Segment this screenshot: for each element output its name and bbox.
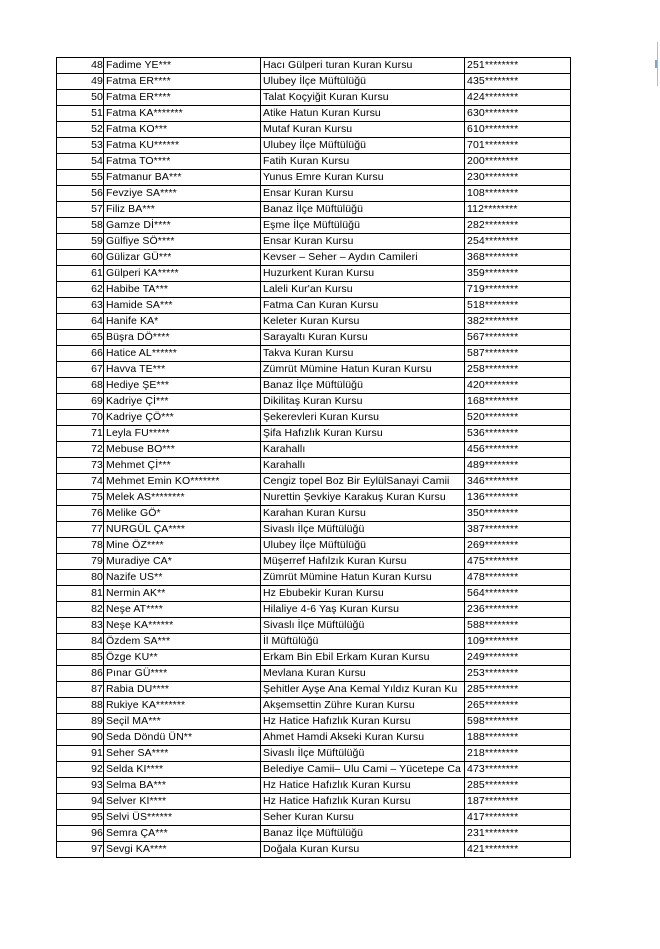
table-row <box>57 538 571 554</box>
person-name: Habibe TA*** <box>104 282 261 298</box>
table-row <box>57 122 571 138</box>
course-name: Müşerref Hafılzık Kuran Kursu <box>261 554 465 570</box>
course-name: Sivaslı İlçe Müftülüğü <box>261 522 465 538</box>
masked-id: 382******** <box>465 314 571 330</box>
person-name: Seda Döndü ÜN** <box>104 730 261 746</box>
table-row <box>57 218 571 234</box>
course-name: Hz Hatice Hafızlık Kuran Kursu <box>261 778 465 794</box>
row-number: 94 <box>57 794 104 810</box>
person-name: Selvi ÜS****** <box>104 810 261 826</box>
table-row <box>57 618 571 634</box>
row-number: 55 <box>57 170 104 186</box>
row-number: 53 <box>57 138 104 154</box>
masked-id: 269******** <box>465 538 571 554</box>
masked-id: 254******** <box>465 234 571 250</box>
course-name: Takva Kuran Kursu <box>261 346 465 362</box>
person-name: Havva TE*** <box>104 362 261 378</box>
masked-id: 265******** <box>465 698 571 714</box>
table-row <box>57 90 571 106</box>
course-name: Atike Hatun Kuran Kursu <box>261 106 465 122</box>
table-row <box>57 170 571 186</box>
course-name: Mevlana Kuran Kursu <box>261 666 465 682</box>
course-name: Cengiz topel Boz Bir EylülSanayi Camii <box>261 474 465 490</box>
row-number: 52 <box>57 122 104 138</box>
masked-id: 417******** <box>465 810 571 826</box>
person-name: Melek AS******** <box>104 490 261 506</box>
table-row <box>57 362 571 378</box>
row-number: 61 <box>57 266 104 282</box>
masked-id: 520******** <box>465 410 571 426</box>
course-name: Kevser – Seher – Aydın Camileri <box>261 250 465 266</box>
row-number: 56 <box>57 186 104 202</box>
row-number: 81 <box>57 586 104 602</box>
row-number: 69 <box>57 394 104 410</box>
person-name: Mehmet Emin KO******* <box>104 474 261 490</box>
table-row <box>57 794 571 810</box>
row-number: 96 <box>57 826 104 842</box>
row-number: 90 <box>57 730 104 746</box>
table-row <box>57 666 571 682</box>
person-name: Rabia DU**** <box>104 682 261 698</box>
masked-id: 112******** <box>465 202 571 218</box>
masked-id: 258******** <box>465 362 571 378</box>
masked-id: 359******** <box>465 266 571 282</box>
person-name: Mehmet Çİ*** <box>104 458 261 474</box>
person-name: Hanife KA* <box>104 314 261 330</box>
course-name: Hz Hatice Hafızlık Kuran Kursu <box>261 794 465 810</box>
table-row <box>57 282 571 298</box>
masked-id: 109******** <box>465 634 571 650</box>
table-row <box>57 410 571 426</box>
masked-id: 236******** <box>465 602 571 618</box>
table-row <box>57 778 571 794</box>
table-row <box>57 490 571 506</box>
row-number: 66 <box>57 346 104 362</box>
masked-id: 478******** <box>465 570 571 586</box>
course-name: Karahallı <box>261 458 465 474</box>
row-number: 91 <box>57 746 104 762</box>
masked-id: 630******** <box>465 106 571 122</box>
course-name: Fatih Kuran Kursu <box>261 154 465 170</box>
masked-id: 350******** <box>465 506 571 522</box>
row-number: 84 <box>57 634 104 650</box>
table-row <box>57 298 571 314</box>
table-row <box>57 442 571 458</box>
masked-id: 701******** <box>465 138 571 154</box>
person-name: Rukiye KA******* <box>104 698 261 714</box>
masked-id: 518******** <box>465 298 571 314</box>
table-row <box>57 554 571 570</box>
row-number: 60 <box>57 250 104 266</box>
course-name: Karahan Kuran Kursu <box>261 506 465 522</box>
course-name: Eşme İlçe Müftülüğü <box>261 218 465 234</box>
table-row <box>57 506 571 522</box>
person-name: Büşra DÖ**** <box>104 330 261 346</box>
masked-id: 168******** <box>465 394 571 410</box>
person-name: Fatma TO**** <box>104 154 261 170</box>
row-number: 77 <box>57 522 104 538</box>
table-row <box>57 570 571 586</box>
masked-id: 475******** <box>465 554 571 570</box>
table-row <box>57 154 571 170</box>
person-name: Seher SA**** <box>104 746 261 762</box>
person-name: Neşe AT**** <box>104 602 261 618</box>
course-name: Hz Ebubekir Kuran Kursu <box>261 586 465 602</box>
course-name: Talat Koçyiğit Kuran Kursu <box>261 90 465 106</box>
person-name: Filiz BA*** <box>104 202 261 218</box>
table-row <box>57 138 571 154</box>
masked-id: 610******** <box>465 122 571 138</box>
course-name: Fatma Can Kuran Kursu <box>261 298 465 314</box>
table-row <box>57 186 571 202</box>
row-number: 54 <box>57 154 104 170</box>
masked-id: 251******** <box>465 58 571 74</box>
person-name: Selda KI**** <box>104 762 261 778</box>
course-name: Laleli Kur'an Kursu <box>261 282 465 298</box>
row-number: 88 <box>57 698 104 714</box>
table-row <box>57 266 571 282</box>
row-number: 64 <box>57 314 104 330</box>
course-name: Banaz İlçe Müftülüğü <box>261 378 465 394</box>
table-row <box>57 346 571 362</box>
course-name: Hz Hatice Hafızlık Kuran Kursu <box>261 714 465 730</box>
course-name: Sivaslı İlçe Müftülüğü <box>261 618 465 634</box>
course-name: Ensar Kuran Kursu <box>261 186 465 202</box>
row-number: 49 <box>57 74 104 90</box>
course-name: Banaz İlçe Müftülüğü <box>261 202 465 218</box>
row-number: 86 <box>57 666 104 682</box>
table-row <box>57 314 571 330</box>
masked-id: 435******** <box>465 74 571 90</box>
course-name: Şekerevleri Kuran Kursu <box>261 410 465 426</box>
row-number: 78 <box>57 538 104 554</box>
person-name: Fatma ER**** <box>104 90 261 106</box>
person-name: Fatma KO*** <box>104 122 261 138</box>
course-name: İl Müftülüğü <box>261 634 465 650</box>
person-name: Nazife US** <box>104 570 261 586</box>
table-row <box>57 106 571 122</box>
person-name: Gamze Dİ**** <box>104 218 261 234</box>
row-number: 48 <box>57 58 104 74</box>
row-number: 65 <box>57 330 104 346</box>
table-row <box>57 746 571 762</box>
person-name: Hamide SA*** <box>104 298 261 314</box>
table-row <box>57 714 571 730</box>
course-name: Keleter Kuran Kursu <box>261 314 465 330</box>
course-name: Erkam Bin Ebil Erkam Kuran Kursu <box>261 650 465 666</box>
table-row <box>57 426 571 442</box>
person-name: Sevgi KA**** <box>104 842 261 858</box>
table-row <box>57 762 571 778</box>
course-name: Huzurkent Kuran Kursu <box>261 266 465 282</box>
table-row <box>57 474 571 490</box>
table-row <box>57 58 571 74</box>
table-row <box>57 458 571 474</box>
person-name: Mine ÖZ**** <box>104 538 261 554</box>
row-number: 58 <box>57 218 104 234</box>
masked-id: 536******** <box>465 426 571 442</box>
masked-id: 567******** <box>465 330 571 346</box>
table-row <box>57 730 571 746</box>
masked-id: 587******** <box>465 346 571 362</box>
table-row <box>57 634 571 650</box>
table-row <box>57 202 571 218</box>
masked-id: 218******** <box>465 746 571 762</box>
table-row <box>57 586 571 602</box>
person-name: Pınar GÜ**** <box>104 666 261 682</box>
person-name: Mebuse BO*** <box>104 442 261 458</box>
row-number: 57 <box>57 202 104 218</box>
course-name: Ahmet Hamdi Akseki Kuran Kursu <box>261 730 465 746</box>
table-row <box>57 698 571 714</box>
table-row <box>57 650 571 666</box>
course-name: Şehitler Ayşe Ana Kemal Yıldız Kuran Ku <box>261 682 465 698</box>
row-number: 63 <box>57 298 104 314</box>
row-number: 72 <box>57 442 104 458</box>
course-name: Yunus Emre Kuran Kursu <box>261 170 465 186</box>
table-body <box>57 58 571 858</box>
person-name: Özge KU** <box>104 650 261 666</box>
masked-id: 719******** <box>465 282 571 298</box>
course-name: Nurettin Şevkiye Karakuş Kuran Kursu <box>261 490 465 506</box>
course-name: Hilaliye 4-6 Yaş Kuran Kursu <box>261 602 465 618</box>
course-name: Ensar Kuran Kursu <box>261 234 465 250</box>
masked-id: 253******** <box>465 666 571 682</box>
masked-id: 200******** <box>465 154 571 170</box>
course-name: Ulubey İlçe Müftülüğü <box>261 138 465 154</box>
row-number: 73 <box>57 458 104 474</box>
masked-id: 282******** <box>465 218 571 234</box>
row-number: 85 <box>57 650 104 666</box>
person-name: Gülizar GÜ*** <box>104 250 261 266</box>
person-name: Hediye ŞE*** <box>104 378 261 394</box>
person-name: Seçil MA*** <box>104 714 261 730</box>
masked-id: 136******** <box>465 490 571 506</box>
row-number: 92 <box>57 762 104 778</box>
masked-id: 187******** <box>465 794 571 810</box>
row-number: 87 <box>57 682 104 698</box>
row-number: 51 <box>57 106 104 122</box>
course-name: Sarayaltı Kuran Kursu <box>261 330 465 346</box>
table-row <box>57 394 571 410</box>
masked-id: 420******** <box>465 378 571 394</box>
course-name: Seher Kuran Kursu <box>261 810 465 826</box>
table-row <box>57 682 571 698</box>
masked-id: 231******** <box>465 826 571 842</box>
person-name: Muradiye CA* <box>104 554 261 570</box>
person-name: Kadriye ÇÖ*** <box>104 410 261 426</box>
course-name: Hacı Gülperi turan Kuran Kursu <box>261 58 465 74</box>
person-name: Kadriye Çİ*** <box>104 394 261 410</box>
row-number: 71 <box>57 426 104 442</box>
masked-id: 230******** <box>465 170 571 186</box>
person-name: NURGÜL ÇA**** <box>104 522 261 538</box>
row-number: 67 <box>57 362 104 378</box>
row-number: 75 <box>57 490 104 506</box>
course-name: Zümrüt Mümine Hatun Kuran Kursu <box>261 362 465 378</box>
participant-table <box>56 57 571 858</box>
course-name: Doğala Kuran Kursu <box>261 842 465 858</box>
row-number: 95 <box>57 810 104 826</box>
row-number: 62 <box>57 282 104 298</box>
person-name: Nermin AK** <box>104 586 261 602</box>
row-number: 89 <box>57 714 104 730</box>
person-name: Fadime YE*** <box>104 58 261 74</box>
person-name: Fatmanur BA*** <box>104 170 261 186</box>
masked-id: 564******** <box>465 586 571 602</box>
person-name: Neşe KA****** <box>104 618 261 634</box>
course-name: Belediye Camii– Ulu Cami – Yücetepe Ca <box>261 762 465 778</box>
table-row <box>57 810 571 826</box>
masked-id: 424******** <box>465 90 571 106</box>
person-name: Fevziye SA**** <box>104 186 261 202</box>
row-number: 70 <box>57 410 104 426</box>
course-name: Ulubey İlçe Müftülüğü <box>261 538 465 554</box>
person-name: Gülfiye SÖ**** <box>104 234 261 250</box>
masked-id: 188******** <box>465 730 571 746</box>
table-row <box>57 234 571 250</box>
masked-id: 368******** <box>465 250 571 266</box>
table-row <box>57 250 571 266</box>
table-row <box>57 330 571 346</box>
masked-id: 285******** <box>465 778 571 794</box>
masked-id: 346******** <box>465 474 571 490</box>
masked-id: 108******** <box>465 186 571 202</box>
masked-id: 598******** <box>465 714 571 730</box>
table-row <box>57 74 571 90</box>
person-name: Fatma KA******* <box>104 106 261 122</box>
row-number: 83 <box>57 618 104 634</box>
masked-id: 588******** <box>465 618 571 634</box>
table-row <box>57 602 571 618</box>
masked-id: 285******** <box>465 682 571 698</box>
table-row <box>57 842 571 858</box>
person-name: Leyla FU***** <box>104 426 261 442</box>
course-name: Zümrüt Mümine Hatun Kuran Kursu <box>261 570 465 586</box>
person-name: Semra ÇA*** <box>104 826 261 842</box>
course-name: Sivaslı İlçe Müftülüğü <box>261 746 465 762</box>
masked-id: 456******** <box>465 442 571 458</box>
masked-id: 489******** <box>465 458 571 474</box>
row-number: 93 <box>57 778 104 794</box>
person-name: Selver KI**** <box>104 794 261 810</box>
row-number: 97 <box>57 842 104 858</box>
row-number: 59 <box>57 234 104 250</box>
row-number: 79 <box>57 554 104 570</box>
person-name: Selma BA*** <box>104 778 261 794</box>
masked-id: 421******** <box>465 842 571 858</box>
person-name: Fatma KU****** <box>104 138 261 154</box>
row-number: 74 <box>57 474 104 490</box>
course-name: Dikilitaş Kuran Kursu <box>261 394 465 410</box>
course-name: Şifa Hafızlık Kuran Kursu <box>261 426 465 442</box>
row-number: 82 <box>57 602 104 618</box>
course-name: Akşemsettin Zühre Kuran Kursu <box>261 698 465 714</box>
row-number: 50 <box>57 90 104 106</box>
person-name: Hatice AL****** <box>104 346 261 362</box>
course-name: Ulubey İlçe Müftülüğü <box>261 74 465 90</box>
masked-id: 387******** <box>465 522 571 538</box>
row-number: 80 <box>57 570 104 586</box>
row-number: 76 <box>57 506 104 522</box>
row-number: 68 <box>57 378 104 394</box>
course-name: Mutaf Kuran Kursu <box>261 122 465 138</box>
table-row <box>57 522 571 538</box>
table-row <box>57 826 571 842</box>
person-name: Gülperi KA***** <box>104 266 261 282</box>
person-name: Özdem SA*** <box>104 634 261 650</box>
course-name: Karahallı <box>261 442 465 458</box>
table-row <box>57 378 571 394</box>
masked-id: 249******** <box>465 650 571 666</box>
course-name: Banaz İlçe Müftülüğü <box>261 826 465 842</box>
person-name: Melike GÖ* <box>104 506 261 522</box>
masked-id: 473******** <box>465 762 571 778</box>
person-name: Fatma ER**** <box>104 74 261 90</box>
